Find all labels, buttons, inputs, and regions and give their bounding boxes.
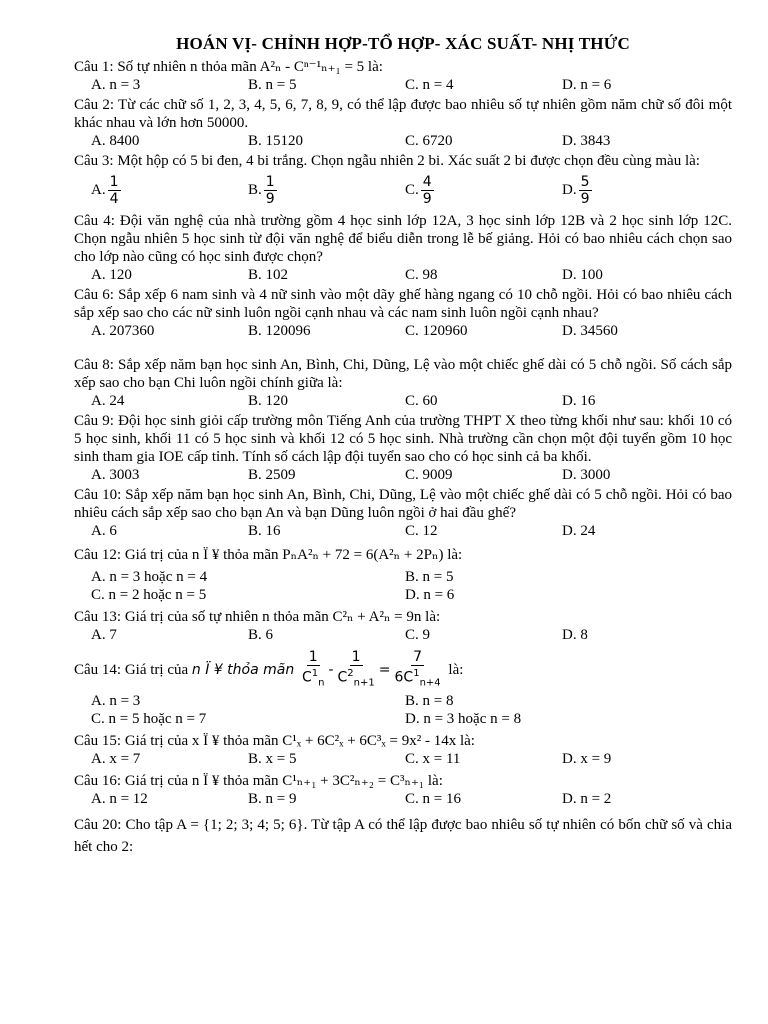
fraction-7-over-6c1n4: $\frac{7}{6C^1_{n+4}}$ xyxy=(394,648,441,689)
question-12-options-row2 xyxy=(74,586,732,604)
option-c: C. 98 xyxy=(405,267,438,283)
fraction-numerator: 4 xyxy=(422,173,432,190)
option-b: B. n = 9 xyxy=(248,791,297,807)
question-2-options xyxy=(74,132,732,150)
option-label: A. xyxy=(91,182,106,198)
option-b: B. 16 xyxy=(248,523,281,539)
question-12-options-row1 xyxy=(74,568,732,586)
option-a xyxy=(74,170,231,210)
question-14-condition: n Ï ¥ thỏa mãn xyxy=(191,662,295,678)
option-c: C. 120960 xyxy=(405,323,468,339)
question-6-options xyxy=(74,322,732,340)
fraction-denominator: 9 xyxy=(422,190,432,207)
question-20: Câu 20: Cho tập A = {1; 2; 3; 4; 5; 6}. Từ tập A có thể lập được bao nhiêu số tự nhiên có bốn chữ số và chia hết cho 2: xyxy=(74,817,732,855)
question-8-options xyxy=(74,392,732,410)
option-d: D. 8 xyxy=(562,627,588,643)
option-c: C. 9009 xyxy=(405,467,453,483)
fraction xyxy=(421,174,434,207)
option-a: A. 120 xyxy=(91,267,132,283)
option-d: D. 3000 xyxy=(562,467,611,483)
option-c: C. x = 11 xyxy=(405,751,461,767)
question-15-options xyxy=(74,750,732,768)
option-d: D. 16 xyxy=(562,393,596,409)
option-c: C. 12 xyxy=(405,523,438,539)
question-16-options xyxy=(74,790,732,808)
question-8: Câu 8: Sắp xếp năm bạn học sinh An, Bình, Chi, Dũng, Lệ vào một chiếc ghế dài có 5 chỗ ngồi. Số cách sắp xếp sao cho bạn Chi luôn ngồi chính giữa là: xyxy=(74,357,732,391)
question-9: Câu 9: Đội học sinh giỏi cấp trường môn Tiếng Anh của trường THPT X theo từng khối như sau: khối 10 có 5 học sinh, khối 11 có 5 học sinh và khối 12 có 5 học sinh. Nhà trường cần chọn một đội tuyển gồm 10 học sinh tham gia IOE cấp tỉnh. Tính số cách lập đội tuyển sao cho có học sinh cả ba khối. xyxy=(74,413,732,465)
option-b: B. 6 xyxy=(248,627,274,643)
option-d: D. n = 2 xyxy=(562,791,612,807)
option-a: A. n = 3 xyxy=(91,693,141,709)
question-9-options xyxy=(74,466,732,484)
option-b: B. 102 xyxy=(248,267,289,283)
question-12: Câu 12: Giá trị của n Ï ¥ thỏa mãn PₙA²ₙ + 72 = 6(A²ₙ + 2Pₙ) là: xyxy=(74,547,463,563)
option-d: D. n = 6 xyxy=(562,77,612,93)
question-15: Câu 15: Giá trị của x Ï ¥ thỏa mãn C¹ₓ + 6C²ₓ + 6C³ₓ = 9x² - 14x là: xyxy=(74,733,475,749)
question-14 xyxy=(74,648,732,692)
option-c: C. 9 xyxy=(405,627,431,643)
option-d: D. 34560 xyxy=(562,323,618,339)
question-6: Câu 6: Sắp xếp 6 nam sinh và 4 nữ sinh vào một dãy ghế hàng ngang có 10 chỗ ngồi. Hỏi có bao nhiêu cách sắp xếp sao cho các nữ sinh luôn ngồi cạnh nhau và các nam sinh luôn ngồi cạnh nhau? xyxy=(74,287,732,321)
question-13: Câu 13: Giá trị của số tự nhiên n thỏa mãn C²ₙ + A²ₙ = 9n là: xyxy=(74,609,441,625)
equals-sign: = xyxy=(378,662,391,678)
option-d: D. 100 xyxy=(562,267,603,283)
question-14-suffix: là: xyxy=(448,662,464,678)
option-a: A. n = 3 hoặc n = 4 xyxy=(91,569,208,585)
fraction-numerator: 1 xyxy=(265,173,275,190)
question-14-options-row1 xyxy=(74,692,732,710)
option-a: A. x = 7 xyxy=(91,751,141,767)
option-b: B. n = 5 xyxy=(248,77,297,93)
fraction xyxy=(579,174,592,207)
question-14-prefix: Câu 14: Giá trị của xyxy=(74,662,189,678)
option-c: C. 6720 xyxy=(405,133,453,149)
question-3-options xyxy=(74,170,732,210)
option-a: A. n = 3 xyxy=(91,77,141,93)
option-c: C. n = 16 xyxy=(405,791,461,807)
option-a: A. 24 xyxy=(91,393,125,409)
option-d: D. 24 xyxy=(562,523,596,539)
question-2: Câu 2: Từ các chữ số 1, 2, 3, 4, 5, 6, 7, 8, 9, có thể lập được bao nhiêu số tự nhiên gồm năm chữ số đôi một khác nhau và lớn hơn 50000. xyxy=(74,97,732,131)
question-3: Câu 3: Một hộp có 5 bi đen, 4 bi trắng. Chọn ngẫu nhiên 2 bi. Xác suất 2 bi được chọn đều cùng màu là: xyxy=(74,153,700,169)
option-b xyxy=(231,170,388,210)
option-c: C. n = 2 hoặc n = 5 xyxy=(91,587,207,603)
question-14-options-row2 xyxy=(74,710,732,728)
option-c: C. n = 5 hoặc n = 7 xyxy=(91,711,207,727)
question-1: Câu 1: Số tự nhiên n thỏa mãn A²ₙ - Cⁿ⁻¹ₙ₊₁ = 5 là: xyxy=(74,59,383,75)
option-a: A. 6 xyxy=(91,523,117,539)
fraction xyxy=(264,174,277,207)
question-1-options xyxy=(74,76,732,94)
option-b: B. x = 5 xyxy=(248,751,297,767)
fraction-numerator: 1 xyxy=(109,173,119,190)
option-b: B. 120096 xyxy=(248,323,311,339)
option-label: D. xyxy=(562,182,577,198)
page-title: HOÁN VỊ- CHỈNH HỢP-TỔ HỢP- XÁC SUẤT- NHỊ THỨC xyxy=(176,34,630,53)
option-label: C. xyxy=(405,182,419,198)
fraction-1-over-c1n: $\frac{1}{C^1_n}$ xyxy=(301,648,325,689)
option-a: A. 3003 xyxy=(91,467,140,483)
question-13-options xyxy=(74,626,732,644)
question-10-options xyxy=(74,522,732,540)
option-a: A. 7 xyxy=(91,627,117,643)
question-16: Câu 16: Giá trị của n Ï ¥ thỏa mãn C¹ₙ₊₁ + 3C²ₙ₊₂ = C³ₙ₊₁ là: xyxy=(74,773,443,789)
spacer xyxy=(74,342,732,356)
fraction-1-over-c2n1: $\frac{1}{C^2_{n+1}}$ xyxy=(337,648,375,689)
fraction-denominator: 9 xyxy=(265,190,275,207)
option-a: A. n = 12 xyxy=(91,791,148,807)
fraction xyxy=(108,174,121,207)
option-d: D. x = 9 xyxy=(562,751,612,767)
question-10: Câu 10: Sắp xếp năm bạn học sinh An, Bình, Chi, Dũng, Lệ vào một chiếc ghế dài có 5 chỗ ngồi. Hỏi có bao nhiêu cách sắp xếp sao cho bạn An và bạn Dũng luôn ngồi ở hai đầu ghế? xyxy=(74,487,732,521)
option-b: B. n = 8 xyxy=(405,693,454,709)
fraction-numerator: 5 xyxy=(580,173,590,190)
option-d: D. n = 3 hoặc n = 8 xyxy=(405,711,522,727)
question-4: Câu 4: Đội văn nghệ của nhà trường gồm 4 học sinh lớp 12A, 3 học sinh lớp 12B và 2 học sinh lớp 12C. Chọn ngẫu nhiên 5 học sinh từ đội văn nghệ để biểu diễn trong lễ bế giảng. Hỏi có bao nhiêu cách chọn sao cho lớp nào cũng có học sinh được chọn? xyxy=(74,213,732,265)
option-c xyxy=(388,170,545,210)
option-b: B. 120 xyxy=(248,393,289,409)
option-d: D. n = 6 xyxy=(405,587,455,603)
option-b: B. 2509 xyxy=(248,467,296,483)
option-c: C. n = 4 xyxy=(405,77,454,93)
option-b: B. 15120 xyxy=(248,133,304,149)
option-a: A. 207360 xyxy=(91,323,155,339)
option-label: B. xyxy=(248,182,262,198)
option-a: A. 8400 xyxy=(91,133,140,149)
option-c: C. 60 xyxy=(405,393,438,409)
option-d: D. 3843 xyxy=(562,133,611,149)
question-4-options xyxy=(74,266,732,284)
exam-page xyxy=(74,30,732,858)
fraction-denominator: 9 xyxy=(580,190,590,207)
minus-sign: - xyxy=(328,662,334,678)
option-d xyxy=(545,170,702,210)
option-b: B. n = 5 xyxy=(405,569,454,585)
fraction-denominator: 4 xyxy=(109,190,119,207)
